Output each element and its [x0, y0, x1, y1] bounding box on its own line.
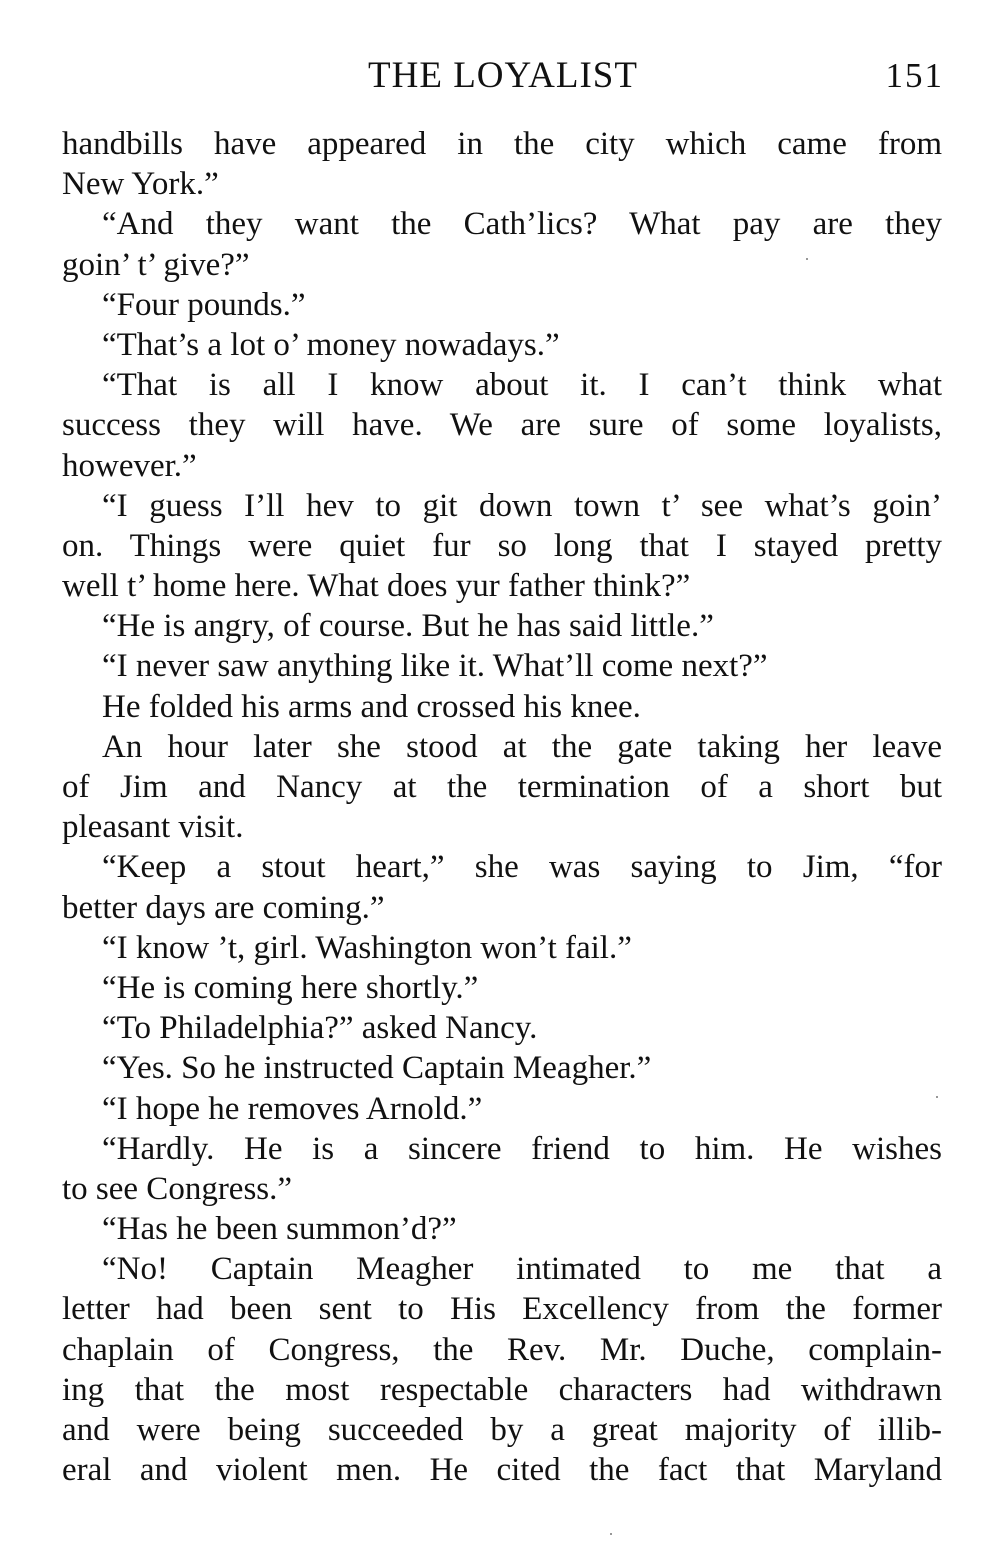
- text-line: An hour later she stood at the gate taking her leave: [102, 728, 942, 765]
- speck-mark: [936, 1096, 938, 1098]
- text-line: “Has he been summon’d?”: [102, 1211, 457, 1248]
- text-line: He folded his arms and crossed his knee.: [102, 688, 641, 725]
- text-line: “I never saw anything like it. What’ll come next?”: [102, 648, 768, 685]
- speck-mark: [610, 1533, 612, 1535]
- text-line: eral and violent men. He cited the fact that Maryland: [62, 1452, 942, 1489]
- text-line: success they will have. We are sure of some loyalists,: [62, 407, 942, 444]
- text-line: “Four pounds.”: [102, 286, 306, 323]
- text-line: however.”: [62, 447, 197, 484]
- text-line: “To Philadelphia?” asked Nancy.: [102, 1010, 538, 1047]
- text-line: New York.”: [62, 166, 219, 203]
- text-line: and were being succeeded by a great majority of illib-: [62, 1412, 942, 1448]
- text-line: well t’ home here. What does yur father think?”: [62, 568, 691, 605]
- text-line: of Jim and Nancy at the termination of a short but: [62, 769, 942, 805]
- page-header: [62, 52, 944, 100]
- text-line: “Yes. So he instructed Captain Meagher.”: [102, 1050, 652, 1087]
- text-line: “That is all I know about it. I can’t think what: [102, 367, 942, 404]
- text-line: “No! Captain Meagher intimated to me that a: [102, 1251, 942, 1288]
- text-line: “He is coming here shortly.”: [102, 969, 479, 1006]
- text-line: “I guess I’ll hev to git down town t’ see what’s goin’: [102, 487, 942, 524]
- text-line: better days are coming.”: [62, 889, 385, 926]
- body-text: [62, 124, 942, 1490]
- text-line: pleasant visit.: [62, 809, 244, 846]
- text-line: “He is angry, of course. But he has said little.”: [102, 608, 714, 645]
- running-head: THE LOYALIST: [368, 55, 638, 96]
- text-line: “That’s a lot o’ money nowadays.”: [102, 326, 560, 363]
- text-line: ing that the most respectable characters had withdrawn: [62, 1371, 942, 1408]
- text-line: to see Congress.”: [62, 1170, 293, 1207]
- page-number: 151: [885, 56, 944, 95]
- text-line: chaplain of Congress, the Rev. Mr. Duche, complain-: [62, 1331, 942, 1368]
- text-line: “Hardly. He is a sincere friend to him. He wishes: [102, 1130, 942, 1167]
- text-line: “And they want the Cath’lics? What pay are they: [102, 206, 942, 243]
- text-line: “I hope he removes Arnold.”: [102, 1090, 483, 1127]
- text-line: “Keep a stout heart,” she was saying to Jim, “for: [102, 849, 942, 886]
- text-line: on. Things were quiet fur so long that I stayed pretty: [62, 527, 942, 564]
- text-line: letter had been sent to His Excellency from the former: [62, 1291, 942, 1328]
- text-line: “I know ’t, girl. Washington won’t fail.”: [102, 929, 632, 966]
- text-line: goin’ t’ give?”: [62, 246, 250, 283]
- text-line: handbills have appeared in the city which came from: [62, 126, 942, 162]
- speck-mark: [806, 258, 808, 260]
